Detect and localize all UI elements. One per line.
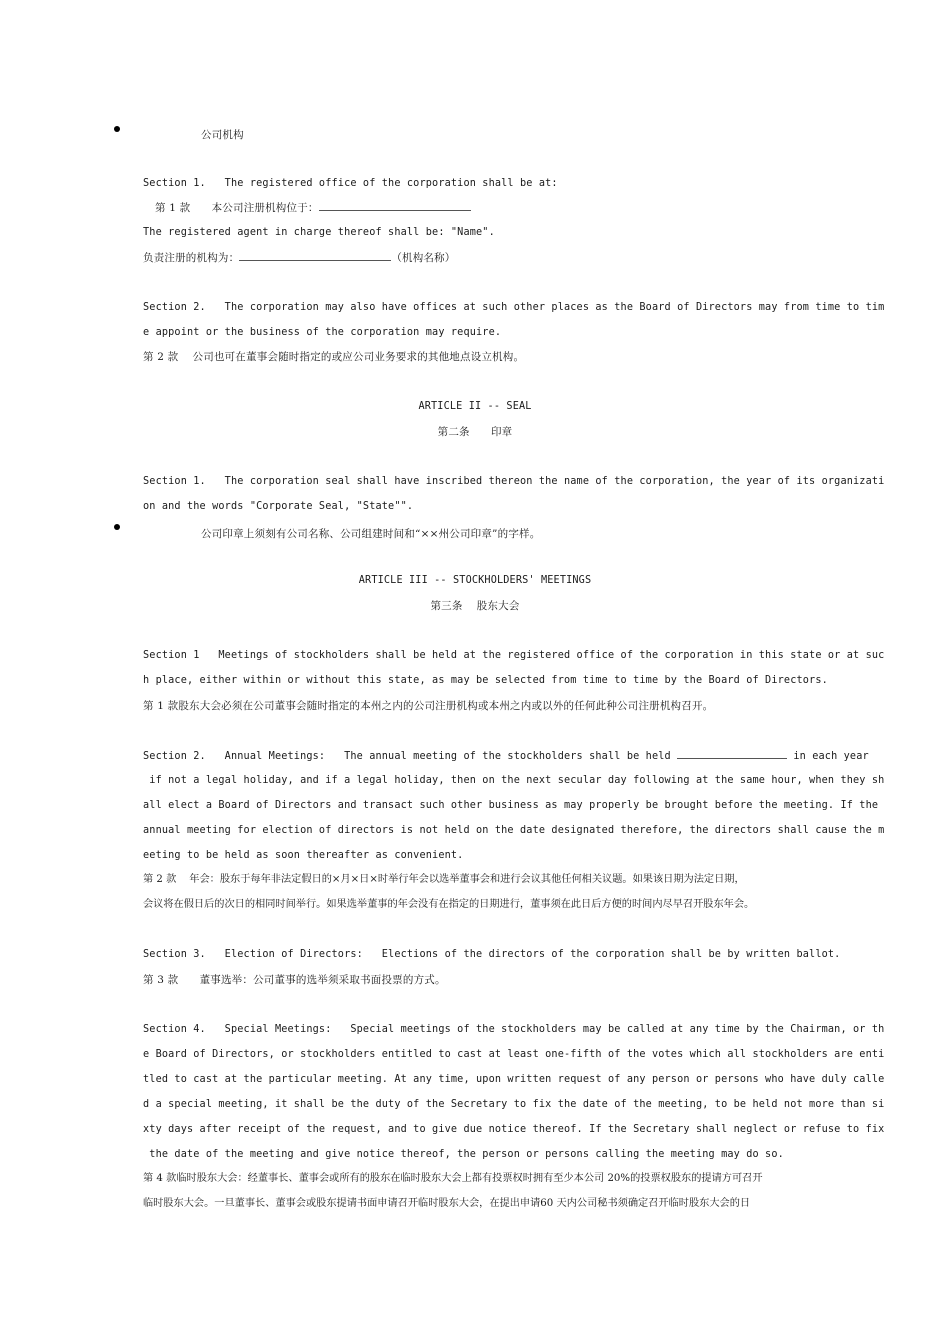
annual-meetings-en-line-2: if not a legal holiday, and if a legal holiday, then on the next secular day following at the same hour, when they sh [143, 775, 885, 786]
annual-meetings-cn-line-1: 第 2 款 年会：股东于每年非法定假日的×月×日×时举行年会以选举董事会和进行会议其他任何相关议题。如果该日期为法定日期， [143, 874, 745, 885]
special-meetings-en-line-3: tled to cast at the particular meeting. At any time, upon written request of any person or persons who have duly calle [143, 1074, 885, 1085]
section-1-cn-text: 本公司注册机构位于： [211, 202, 319, 214]
article-3-title-en: ARTICLE III -- STOCKHOLDERS' MEETINGS [358, 575, 592, 586]
special-meetings-en-line-2: e Board of Directors, or stockholders entitled to cast at least one-fifth of the votes which all stockholders are enti [143, 1049, 885, 1060]
section-2-cn: 第 2 款 公司也可在董事会随时指定的或应公司业务要求的其他地点设立机构。 [143, 351, 525, 363]
annual-meetings-en-line-5: eeting to be held as soon thereafter as convenient. [143, 850, 464, 861]
seal-section-en-line-1: Section 1. The corporation seal shall have inscribed thereon the name of the corporation, the year of its organizati [143, 476, 885, 487]
special-meetings-en-line-1: Section 4. Special Meetings: Special meetings of the stockholders may be called at any time by the Chairman, or th [143, 1024, 885, 1035]
seal-section-en-line-2: on and the words "Corporate Seal, "State"". [143, 501, 414, 512]
article-2-title-en: ARTICLE II -- SEAL [418, 401, 532, 412]
registered-agent-cn-suffix: （机构名称） [391, 252, 456, 264]
special-meetings-en-line-5: xty days after receipt of the request, and to give due notice thereof. If the Secretary shall neglect or refuse to fix [143, 1124, 885, 1135]
special-meetings-cn-line-1: 第 4 款临时股东大会：经董事长、董事会或所有的股东在临时股东大会上都有投票权时拥有至少本公司 20%的投票权股东的提请方可召开 [143, 1173, 763, 1184]
section-1-en: Section 1. The registered office of the corporation shall be at: [143, 178, 558, 189]
annual-meetings-en-line-1b: in each year [787, 751, 869, 762]
annual-meetings-en-line-1 [143, 749, 869, 764]
registered-agent-cn [143, 251, 456, 265]
blank-line [677, 749, 787, 759]
section-2-en-line-1: Section 2. The corporation may also have offices at such other places as the Board of Directors may from time to tim [143, 302, 885, 313]
annual-meetings-cn-line-2: 会议将在假日后的次日的相同时间举行。如果选举董事的年会没有在指定的日期进行，董事须在此日后方便的时间内尽早召开股东年会。 [143, 899, 755, 910]
blank-line [319, 201, 471, 211]
special-meetings-cn-line-2: 临时股东大会。一旦董事长、董事会或股东提请书面申请召开临时股东大会，在提出申请60 天内公司秘书须确定召开临时股东大会的日 [143, 1198, 751, 1209]
annual-meetings-en-line-3: all elect a Board of Directors and transact such other business as may properly be brought before the meeting. If the [143, 800, 879, 811]
section-1-cn-label: 第 1 款 [155, 202, 191, 214]
bullet-icon [114, 524, 120, 530]
article-3-title-cn: 第三条 股东大会 [430, 600, 520, 612]
meetings-section-1-en-line-2: h place, either within or without this state, as may be selected from time to time by the Board of Directors. [143, 675, 828, 686]
section-2-en-line-2: e appoint or the business of the corporation may require. [143, 327, 502, 338]
special-meetings-en-line-6: the date of the meeting and give notice thereof, the person or persons calling the meeting may do so. [143, 1149, 784, 1160]
heading-organization: 公司机构 [201, 129, 244, 141]
meetings-section-1-en-line-1: Section 1 Meetings of stockholders shall be held at the registered office of the corporation in this state or at suc [143, 650, 885, 661]
seal-section-cn: 公司印章上须刻有公司名称、公司组建时间和“××州公司印章”的字样。 [201, 528, 541, 540]
special-meetings-en-line-4: d a special meeting, it shall be the duty of the Secretary to fix the date of the meeting, to be held not more than si [143, 1099, 885, 1110]
article-2-title-cn: 第二条 印章 [437, 426, 513, 438]
section-1-cn [155, 201, 471, 215]
meetings-section-1-cn: 第 1 款股东大会必须在公司董事会随时指定的本州之内的公司注册机构或本州之内或以外的任何此种公司注册机构召开。 [143, 700, 714, 712]
election-directors-cn: 第 3 款 董事选举：公司董事的选举须采取书面投票的方式。 [143, 974, 446, 986]
bullet-icon [114, 126, 120, 132]
annual-meetings-en-line-4: annual meeting for election of directors is not held on the date designated therefore, the directors shall cause the m [143, 825, 885, 836]
registered-agent-en: The registered agent in charge thereof shall be: "Name". [143, 227, 495, 238]
registered-agent-cn-label: 负责注册的机构为： [143, 252, 240, 264]
annual-meetings-en-line-1a: Section 2. Annual Meetings: The annual meeting of the stockholders shall be held [143, 751, 678, 762]
election-directors-en: Section 3. Election of Directors: Elections of the directors of the corporation shall be by written ballot. [143, 949, 841, 960]
blank-line [239, 251, 391, 261]
